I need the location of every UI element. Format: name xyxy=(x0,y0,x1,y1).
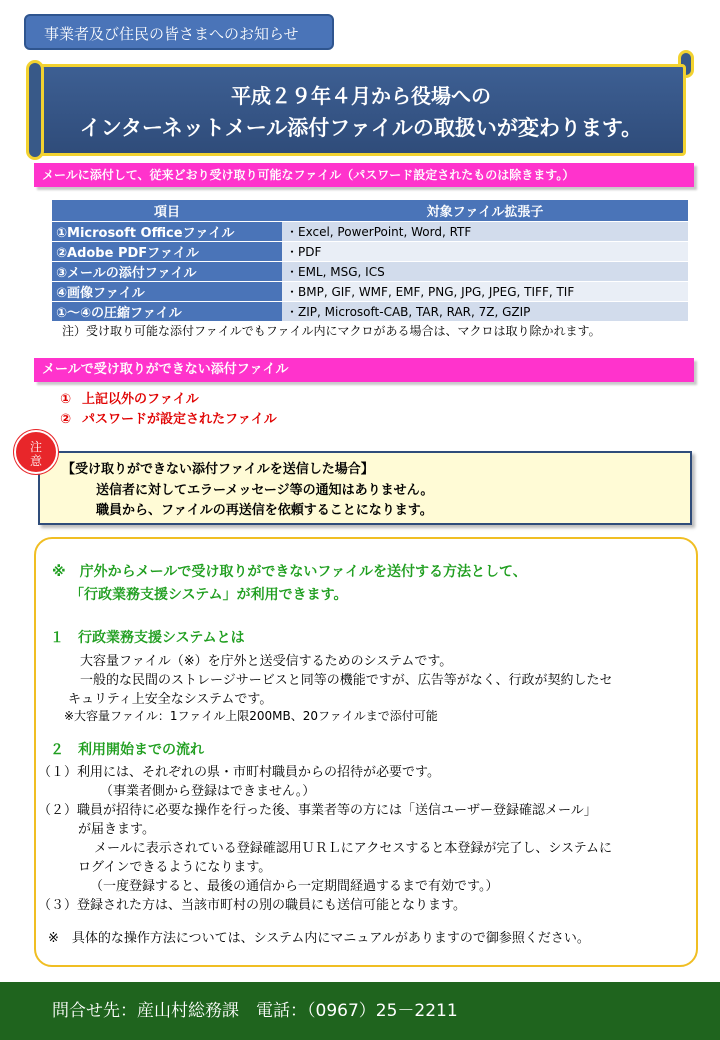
section-2-line: メールに表示されている登録確認用ＵＲＬにアクセスすると本登録が完了し、システムに xyxy=(94,841,613,856)
caution-badge-char-2: 意 xyxy=(29,454,42,468)
section-1-footnote: ※大容量ファイル：1ファイル上限200MB、20ファイルまで添付可能 xyxy=(64,709,438,723)
table-header-extension: 対象ファイル拡張子 xyxy=(282,200,688,222)
caution-badge xyxy=(14,430,58,474)
alternative-method-box xyxy=(34,537,698,967)
table-cell-item: ①～④の圧縮ファイル xyxy=(52,302,282,322)
table-cell-extension: ・EML, MSG, ICS xyxy=(282,262,688,282)
list-item-number: ① xyxy=(60,392,72,407)
list-item-text: 上記以外のファイル xyxy=(82,392,199,407)
section-2-line: （事業者側から登録はできません。） xyxy=(100,784,316,799)
caution-box xyxy=(38,451,692,525)
caution-badge-char-1: 注 xyxy=(29,440,42,454)
contact-footer: 問合せ先：産山村総務課 電話：（0967）25－2211 xyxy=(0,982,720,1040)
table-header-row xyxy=(52,200,688,222)
section-2-line: （３）登録された方は、当該市町村の別の職員にも送信可能となります。 xyxy=(38,898,466,913)
table-cell-extension: ・BMP, GIF, WMF, EMF, PNG, JPG, JPEG, TIFF, TIF xyxy=(282,282,688,302)
scroll-curl-left xyxy=(26,60,44,160)
section-2-line: ログインできるようになります。 xyxy=(78,860,272,875)
section-1-line: キュリティ上安全なシステムです。 xyxy=(68,692,273,707)
table-cell-item: ④画像ファイル xyxy=(52,282,282,302)
list-item xyxy=(60,390,277,410)
section-2-line: （２）職員が招待に必要な操作を行った後、事業者等の方には「送信ユーザー登録確認メール」 xyxy=(38,803,597,818)
section-2-line: が届きます。 xyxy=(78,822,155,837)
banner-title-line2: インターネットメール添付ファイルの取扱いが変わります。 xyxy=(79,116,643,140)
table-row xyxy=(52,242,688,262)
section-2-line: （一度登録すると、最後の通信から一定期間経過するまで有効です。） xyxy=(90,879,499,894)
table-cell-item: ②Adobe PDFファイル xyxy=(52,242,282,262)
section-rejected-files-heading: メールで受け取りができない添付ファイル xyxy=(34,358,694,382)
section-1-line: 一般的な民間のストレージサービスと同等の機能ですが、広告等がなく、行政が契約したセ xyxy=(80,673,613,688)
table-cell-extension: ・PDF xyxy=(282,242,688,262)
list-item xyxy=(60,410,277,430)
caution-heading: 【受け取りができない添付ファイルを送信した場合】 xyxy=(62,462,374,477)
section-accepted-files-heading: メールに添付して、従来どおり受け取り可能なファイル（パスワード設定されたものは除きます。） xyxy=(34,163,694,187)
list-item-number: ② xyxy=(60,412,72,427)
caution-line-1: 送信者に対してエラーメッセージ等の通知はありません。 xyxy=(96,483,434,498)
scroll-body xyxy=(36,64,686,156)
caution-line-2: 職員から、ファイルの再送信を依頼することになります。 xyxy=(96,503,433,518)
table-row xyxy=(52,302,688,322)
table-note: 注）受け取り可能な添付ファイルでもファイル内にマクロがある場合は、マクロは取り除かれます。 xyxy=(62,324,601,338)
table-cell-item: ③メールの添付ファイル xyxy=(52,262,282,282)
section-2-line: （１）利用には、それぞれの県・市町村職員からの招待が必要です。 xyxy=(38,765,440,780)
table-row xyxy=(52,222,688,242)
accepted-files-table xyxy=(52,200,688,321)
table-cell-item: ①Microsoft Officeファイル xyxy=(52,222,282,242)
list-item-text: パスワードが設定されたファイル xyxy=(82,412,277,427)
table-row xyxy=(52,262,688,282)
rejected-files-list xyxy=(60,390,277,430)
title-banner xyxy=(26,60,694,160)
section-1-heading: １ 行政業務支援システムとは xyxy=(50,630,245,646)
table-row xyxy=(52,282,688,302)
intro-line-1: ※ 庁外からメールで受け取りができないファイルを送付する方法として、 xyxy=(52,564,527,580)
table-cell-extension: ・ZIP, Microsoft-CAB, TAR, RAR, 7Z, GZIP xyxy=(282,302,688,322)
notice-tag: 事業者及び住民の皆さまへのお知らせ xyxy=(24,14,334,50)
section-2-heading: ２ 利用開始までの流れ xyxy=(50,742,204,758)
section-1-line: 大容量ファイル（※）を庁外と送受信するためのシステムです。 xyxy=(80,654,453,669)
banner-title-line1: 平成２９年４月から役場への xyxy=(231,84,491,108)
table-cell-extension: ・Excel, PowerPoint, Word, RTF xyxy=(282,222,688,242)
intro-line-2: 「行政業務支援システム」が利用できます。 xyxy=(70,587,348,603)
table-header-item: 項目 xyxy=(52,200,282,222)
closing-note: ※ 具体的な操作方法については、システム内にマニュアルがありますので御参照ください。 xyxy=(48,931,590,946)
